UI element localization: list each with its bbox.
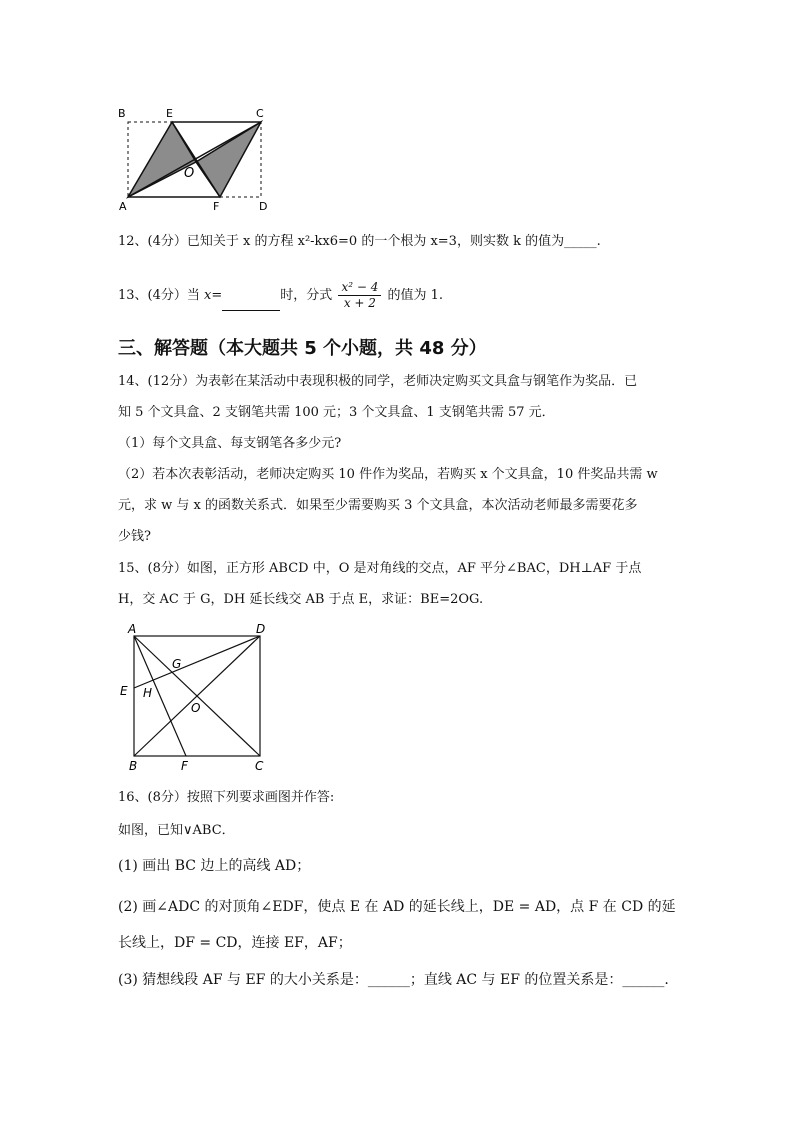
label-e: E: [166, 107, 173, 120]
label-o: O: [184, 166, 195, 181]
q15-line-2: H，交 AC 于 G，DH 延长线交 AB 于点 E，求证：BE=2OG.: [118, 592, 484, 607]
label-f: F: [213, 200, 220, 213]
q13-numerator: x² − 4: [338, 280, 381, 296]
q16-part-3: (3) 猜想线段 AF 与 EF 的大小关系是：______；直线 AC 与 EF 的位置关系是：______.: [118, 972, 669, 988]
q14-line-1: 14、(12分）为表彰在某活动中表现积极的同学，老师决定购买文具盒与钢笔作为奖品．已: [118, 374, 638, 389]
label-a: A: [119, 200, 127, 213]
section-3-title: 三、解答题（本大题共 5 个小题，共 48 分）: [118, 338, 487, 359]
label-f: F: [181, 759, 188, 773]
shaded-triangle-left: [128, 122, 196, 197]
label-b: B: [118, 107, 126, 120]
q14-part-2-line-1: （2）若本次表彰活动，老师决定购买 10 件作为奖品，若购买 x 个文具盒，10 件奖品共需 w: [118, 467, 658, 482]
label-c: C: [256, 107, 264, 120]
q14-part-2-line-2: 元，求 w 与 x 的函数关系式．如果至少需要购买 3 个文具盒，本次活动老师最多需要花多: [118, 498, 638, 513]
q13-eq: =: [211, 288, 223, 303]
q15-line-1: 15、(8分）如图，正方形 ABCD 中，O 是对角线的交点，AF 平分∠BAC，DH⊥AF 于点: [118, 561, 642, 576]
q14-part-1: （1）每个文具盒、每支钢笔各多少元?: [118, 436, 342, 451]
q13-answer-blank[interactable]: [222, 296, 280, 311]
figure-square-abcd: [114, 618, 274, 778]
q13-var: x: [204, 288, 212, 303]
segment-af: [134, 636, 186, 756]
q13-prefix: 13、(4分）当: [118, 288, 200, 303]
q13-fraction: [338, 280, 381, 311]
question-12: 12、(4分）已知关于 x 的方程 x²-kx6=0 的一个根为 x=3，则实数 k 的值为_____.: [118, 234, 601, 249]
label-d: D: [256, 622, 266, 636]
label-e: E: [120, 684, 128, 698]
label-o: O: [191, 701, 201, 715]
q16-part-1: (1) 画出 BC 边上的高线 AD；: [118, 858, 311, 874]
q16-part-2-line-2: 长线上，DF = CD，连接 EF，AF；: [118, 935, 352, 951]
segment-de: [134, 636, 260, 688]
label-d: D: [259, 200, 268, 213]
label-g: G: [172, 657, 182, 671]
label-a: A: [128, 622, 137, 636]
q14-line-2: 知 5 个文具盒、2 支钢笔共需 100 元；3 个文具盒、1 支钢笔共需 57 元．: [118, 405, 555, 420]
label-h: H: [143, 686, 153, 700]
q13-denominator: x + 2: [343, 296, 376, 310]
q16-line-2: 如图，已知∨ABC．: [118, 823, 235, 838]
q14-part-2-line-3: 少钱?: [118, 529, 151, 544]
q13-tail: 的值为 1.: [387, 288, 444, 303]
q16-line-1: 16、(8分）按照下列要求画图并作答:: [118, 790, 335, 805]
label-b: B: [129, 759, 138, 773]
q16-part-2-line-1: (2) 画∠ADC 的对顶角∠EDF，使点 E 在 AD 的延长线上，DE = AD，点 F 在 CD 的延: [118, 899, 676, 915]
label-c: C: [255, 759, 264, 773]
question-13: [118, 280, 443, 311]
q13-suffix: 时，分式: [280, 288, 333, 303]
shaded-triangle-right: [196, 122, 261, 197]
figure-parallelogram: [110, 100, 280, 215]
